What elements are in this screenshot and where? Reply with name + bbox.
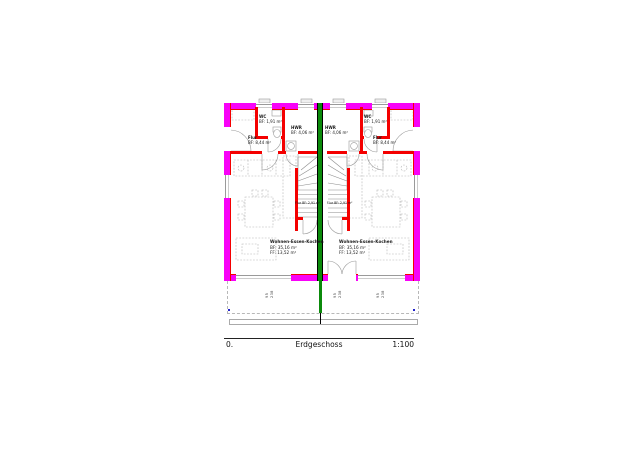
window (358, 274, 405, 281)
room-area: BF: 2,91 m² (334, 201, 353, 205)
drawing-scale: 1:100 (392, 340, 414, 349)
room-area: BF: 4,06 m² (291, 130, 315, 135)
window (413, 175, 420, 198)
dim-label: 238 (338, 290, 342, 298)
room-label-wc-left (259, 114, 282, 124)
room-label-flur-right (373, 135, 396, 145)
room-area-bf: BF: 35,16 m² (339, 244, 366, 250)
interior-wall (295, 217, 298, 231)
room-area: BF: 1,91 m² (364, 119, 388, 124)
room-area: BF: 2,91 m² (302, 201, 321, 205)
room-label-hwr-right (325, 125, 348, 135)
room-name: HWR (325, 125, 336, 130)
survey-point-right (413, 309, 415, 311)
room-name: Wohnen-Essen-Kochen (339, 239, 393, 244)
window (256, 103, 272, 110)
party-wall-axis-line (320, 313, 321, 324)
door-opening-entrance-left (224, 127, 231, 151)
stair-left (298, 157, 317, 217)
room-area: BF: 8,44 m² (373, 140, 397, 145)
title-divider (224, 338, 414, 339)
room-label-living-left (270, 239, 324, 256)
stair-right (328, 157, 347, 217)
room-label-stairhall-right (327, 202, 352, 206)
interior-wall (327, 151, 347, 154)
window (236, 274, 291, 281)
dim-label: 95 (265, 292, 269, 298)
party-wall-extension (319, 281, 322, 313)
dim-label: 95 (376, 292, 380, 298)
room-name: Flur (327, 201, 334, 205)
door-opening-terrace (328, 274, 356, 281)
interior-wall (360, 107, 363, 154)
room-name: Flur (295, 201, 302, 205)
room-name: WC (364, 114, 372, 119)
window (330, 103, 346, 110)
room-name: Flur (373, 135, 382, 140)
window (372, 103, 388, 110)
interior-wall (282, 107, 285, 154)
room-label-stairhall-left (295, 202, 320, 206)
door-opening-entrance-right (413, 127, 420, 151)
room-label-flur-left (248, 135, 271, 145)
ground-edge-bar (229, 319, 418, 325)
dim-label: 95 (333, 292, 337, 298)
room-name: Wohnen-Essen-Kochen (270, 239, 324, 244)
window (298, 103, 314, 110)
storey-level: 0. (226, 340, 234, 349)
interior-wall (359, 151, 367, 154)
interior-wall (383, 151, 414, 154)
dim-label: 238 (381, 290, 385, 298)
room-area-ff: FF: 13,52 m² (270, 250, 297, 256)
room-area: BF: 4,06 m² (325, 130, 349, 135)
interior-wall (295, 168, 298, 220)
room-area: BF: 1,91 m² (259, 119, 283, 124)
interior-wall (298, 151, 318, 154)
room-name: WC (259, 114, 267, 119)
survey-point-left (228, 309, 230, 311)
room-name: HWR (291, 125, 302, 130)
room-label-hwr-left (291, 125, 314, 135)
interior-wall (347, 217, 350, 231)
storey-name: Erdgeschoss (295, 340, 343, 349)
room-area: BF: 8,44 m² (248, 140, 272, 145)
interior-wall (231, 151, 262, 154)
room-name: Flur (248, 135, 257, 140)
dim-label: 238 (270, 290, 274, 298)
interior-wall (360, 136, 364, 139)
room-area-ff: FF: 13,52 m² (339, 250, 366, 256)
window (224, 175, 231, 198)
interior-wall (347, 168, 350, 220)
room-label-wc-right (364, 114, 387, 124)
interior-wall (278, 151, 286, 154)
room-label-living-right (339, 239, 393, 256)
interior-wall (281, 136, 285, 139)
room-area-bf: BF: 35,16 m² (270, 244, 297, 250)
